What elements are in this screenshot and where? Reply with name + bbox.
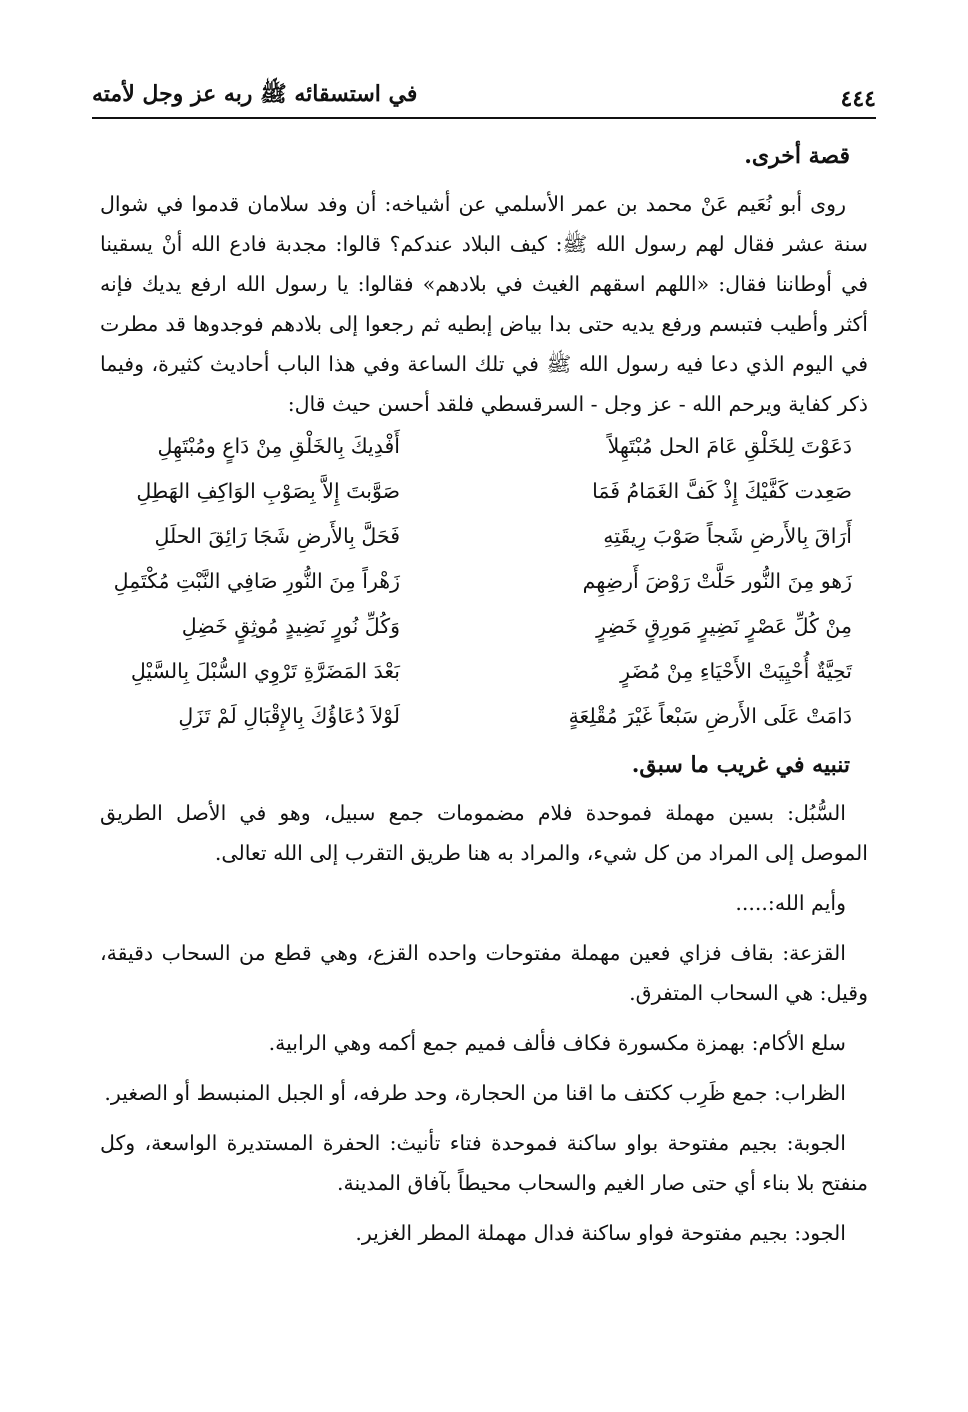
- gloss-entry: القزعة: بقاف فزاي فعين مهملة مفتوحات واحده القزع، وهي قطع من السحاب دقيقة، وقيل: هي السحاب المتفرق.: [100, 941, 868, 1005]
- running-title: في استسقائه ﷺ ربه عز وجل لأمته: [92, 81, 418, 107]
- verse-first-hemistich: زَهو مِنَ النُّور حَلَّتْ رَوْضَ أَرضِهِم: [582, 569, 852, 593]
- gloss-entry: الجوبة: بجيم مفتوحة بواو ساكنة فموحدة فتاء تأنيث: الحفرة المستديرة الواسعة، وكل منفتح بلا بناء أي حتى صار الغيم والسحاب محيطاً بآفاق المدينة.: [100, 1131, 868, 1195]
- poem-verse: [100, 469, 852, 514]
- gloss-entry: السُّبُل: بسين مهملة فموحدة فلام مضمومات جمع سبيل، وهو في الأصل الطريق الموصل إلى المراد من كل شيء، والمراد به هنا طريق التقرب إلى الله تعالى.: [100, 801, 868, 865]
- story-paragraph: روى أبو نُعَيم عَنْ محمد بن عمر الأسلمي عن أشياخه: أن وفد سلامان قدموا في شوال سنة عشر فقال لهم رسول الله ﷺ: كيف البلاد عندكم؟ قالوا: مجدبة فادع الله أنْ يسقينا في أوطاننا فقال: «اللهم اسقهم الغيث في بلادهم» فقالوا: يا رسول الله ارفع يديك فإنه أكثر وأطيب فتبسم ورفع يديه حتى بدا بياض إبطيه ثم رجعوا إلى بلادهم فوجدوها قد مطرت في اليوم الذي دعا فيه رسول الله ﷺ في تلك الساعة وفي هذا الباب أحاديث كثيرة، وفيما ذكر كفاية ويرحم الله - عز وجل - السرقسطي فلقد أحسن حيث قال:: [100, 192, 868, 416]
- verse-second-hemistich: وَكُلِّ نُورٍ نَضِيدٍ مُوثِقٍ خَضِلِ: [181, 614, 400, 638]
- page-body: [100, 130, 868, 1263]
- header-divider: [92, 117, 876, 119]
- gloss-entry: سلع الأكام: بهمزة مكسورة فكاف فألف فميم جمع أكمه وهي الرابية.: [268, 1031, 846, 1055]
- verse-first-hemistich: مِنْ كُلِّ عَصْرٍ نَضِيرٍ مَورِقٍ خَضِرٍ: [596, 614, 852, 638]
- poem-verse: [100, 559, 852, 604]
- notes-heading: تنبيه في غريب ما سبق.: [631, 752, 850, 778]
- verse-second-hemistich: أَفْدِيكَ بِالخَلْقِ مِنْ دَاعٍ ومُبْتَهِلِ: [157, 434, 400, 458]
- story-heading: قصة أخرى.: [744, 143, 850, 169]
- poem-verse: [100, 514, 852, 559]
- gloss-entry: الجود: بجيم مفتوحة فواو ساكنة فدال مهملة المطر الغزير.: [355, 1221, 846, 1245]
- verse-second-hemistich: بَعْدَ المَضَرَّةِ تَرْوِي السُّبْلَ بِالسَّيْلِ: [130, 659, 400, 683]
- verse-first-hemistich: دَعَوْتَ لِلخَلْقِ عَامَ الحل مُبْتَهِلاً: [607, 434, 852, 458]
- page-header: [92, 72, 876, 112]
- page-number: ٤٤٤: [840, 86, 876, 112]
- verse-second-hemistich: لَوْلاَ دُعَاؤُكَ بِالإِقْبَالِ لَمْ تَزَلِ: [178, 704, 400, 728]
- verse-first-hemistich: صَعِدت كَفَّيْكَ إِذْ كَفَّ الغَمَامُ فَمَا: [592, 479, 852, 503]
- poem-verse: [100, 604, 852, 649]
- poem-verse: [100, 424, 852, 469]
- poem-verse: [100, 649, 852, 694]
- verse-first-hemistich: تَحِيَّةٌ أُحْيِيَتْ الأَحْيَاءِ مِنْ مُضَرٍ: [620, 659, 852, 683]
- verse-second-hemistich: زَهْراً مِنَ النُّورِ صَافِي النَّبْتِ مُكْتَمِلِ: [113, 569, 400, 593]
- gloss-entry: الظراب: جمع ظَرِب ككتف ما اقنا من الحجارة، وحد طرفه، أو الجبل المنبسط أو الصغير.: [104, 1081, 846, 1105]
- gloss-entry: وأيم الله:.....: [735, 891, 846, 915]
- poem-verse: [100, 694, 852, 739]
- verse-second-hemistich: صَوَّبتَ إِلاَّ بِصَوْبِ الوَاكِفِ الهَطِلِ: [136, 479, 400, 503]
- verse-second-hemistich: فَحَلَّ بِالأَرضِ شَجَا رَائِقَ الحلَلِ: [154, 524, 400, 548]
- poem: [100, 424, 852, 739]
- verse-first-hemistich: أَرَاقَ بِالأَرضِ شَجاً صَوْبَ رِيقَتِهِ: [603, 524, 852, 548]
- verse-first-hemistich: دَامَتْ عَلَى الأَرضِ سَبْعاً غَيْرَ مُقْلِعَةٍ: [568, 704, 852, 728]
